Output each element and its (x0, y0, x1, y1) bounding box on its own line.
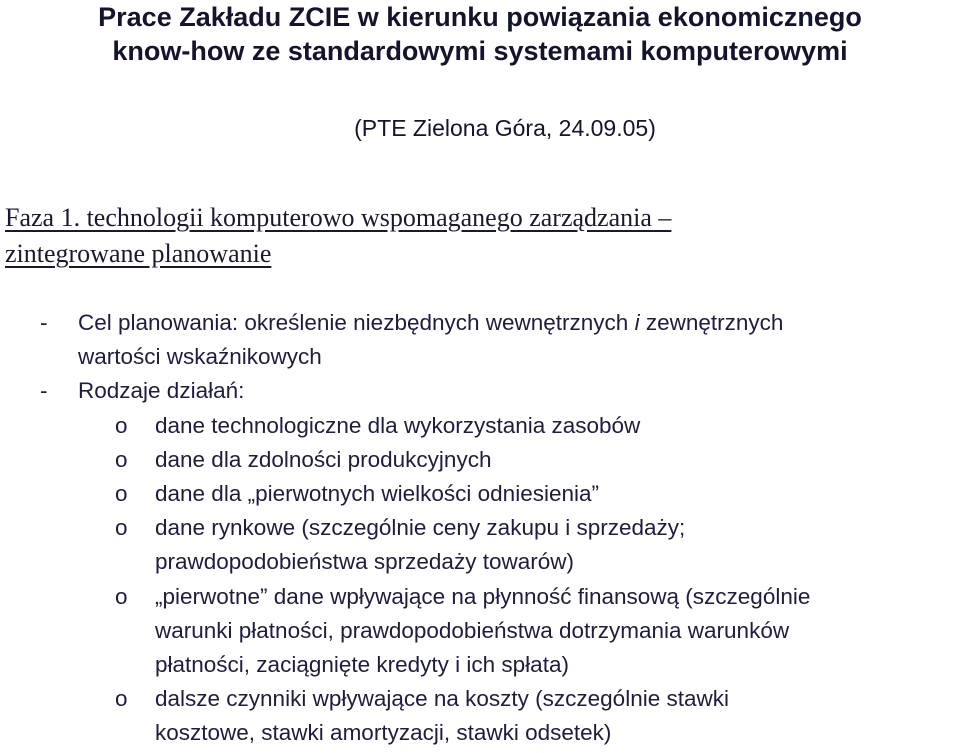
text-line: kosztowe, stawki amortyzacji, stawki odsetek) (155, 720, 612, 746)
list-item-text (78, 374, 960, 408)
phase-heading-line-1: Faza 1. technologii komputerowo wspomaganego zarządzania – (5, 203, 672, 232)
sub-item-text (155, 409, 960, 443)
circle-bullet: o (115, 412, 128, 438)
circle-bullet: o (115, 515, 128, 541)
circle-bullet: o (115, 686, 128, 712)
page-title (0, 0, 960, 68)
italic-fragment: i (634, 310, 640, 335)
circle-bullet: o (115, 481, 128, 507)
sub-item-text (155, 511, 960, 579)
dash-bullet: - (40, 378, 48, 404)
text-line: Rodzaje działań: (78, 378, 245, 404)
sub-item-technology (0, 409, 960, 443)
list-item-actions (0, 374, 960, 408)
sub-item-costs (0, 682, 960, 750)
title-line-2: know-how ze standardowymi systemami komputerowymi (112, 36, 848, 66)
event-date-line: (PTE Zielona Góra, 24.09.05) (354, 115, 656, 141)
text-line: dane technologiczne dla wykorzystania zasobów (155, 412, 641, 438)
sub-item-text (155, 443, 960, 477)
text-line: dane dla zdolności produkcyjnych (155, 446, 492, 472)
list-item-goal (0, 306, 960, 374)
text-line (78, 306, 960, 340)
text-line: dane rynkowe (szczególnie ceny zakupu i sprzedaży; (155, 515, 686, 541)
title-line-1: Prace Zakładu ZCIE w kierunku powiązania ekonomicznego (98, 2, 862, 32)
text-line: dane dla „pierwotnych wielkości odniesienia” (155, 481, 599, 507)
sub-item-text (155, 682, 960, 750)
text-line: wartości wskaźnikowych (78, 344, 322, 370)
circle-bullet: o (115, 446, 128, 472)
sub-item-text (155, 477, 960, 511)
text-fragment: Cel planowania: określenie niezbędnych wewnętrznych (78, 310, 635, 335)
text-line: płatności, zaciągnięte kredyty i ich spłata) (155, 652, 569, 678)
dash-bullet: - (40, 310, 48, 335)
sub-item-reference (0, 477, 960, 511)
text-line: prawdopodobieństwa sprzedaży towarów) (155, 549, 574, 575)
text-fragment: zewnętrznych (639, 310, 784, 335)
sub-item-capacity (0, 443, 960, 477)
phase-heading-line-2: zintegrowane planowanie (5, 239, 272, 268)
sub-item-text (155, 580, 960, 683)
sub-item-market (0, 511, 960, 579)
sub-item-liquidity (0, 580, 960, 683)
circle-bullet: o (115, 583, 128, 609)
text-line: „pierwotne” dane wpływające na płynność finansową (szczególnie (155, 583, 811, 609)
text-line: warunki płatności, prawdopodobieństwa dotrzymania warunków (155, 617, 790, 643)
text-line: dalsze czynniki wpływające na koszty (szczególnie stawki (155, 686, 729, 712)
phase-heading (5, 200, 955, 272)
list-item-text (78, 306, 960, 374)
content-list (0, 306, 960, 751)
